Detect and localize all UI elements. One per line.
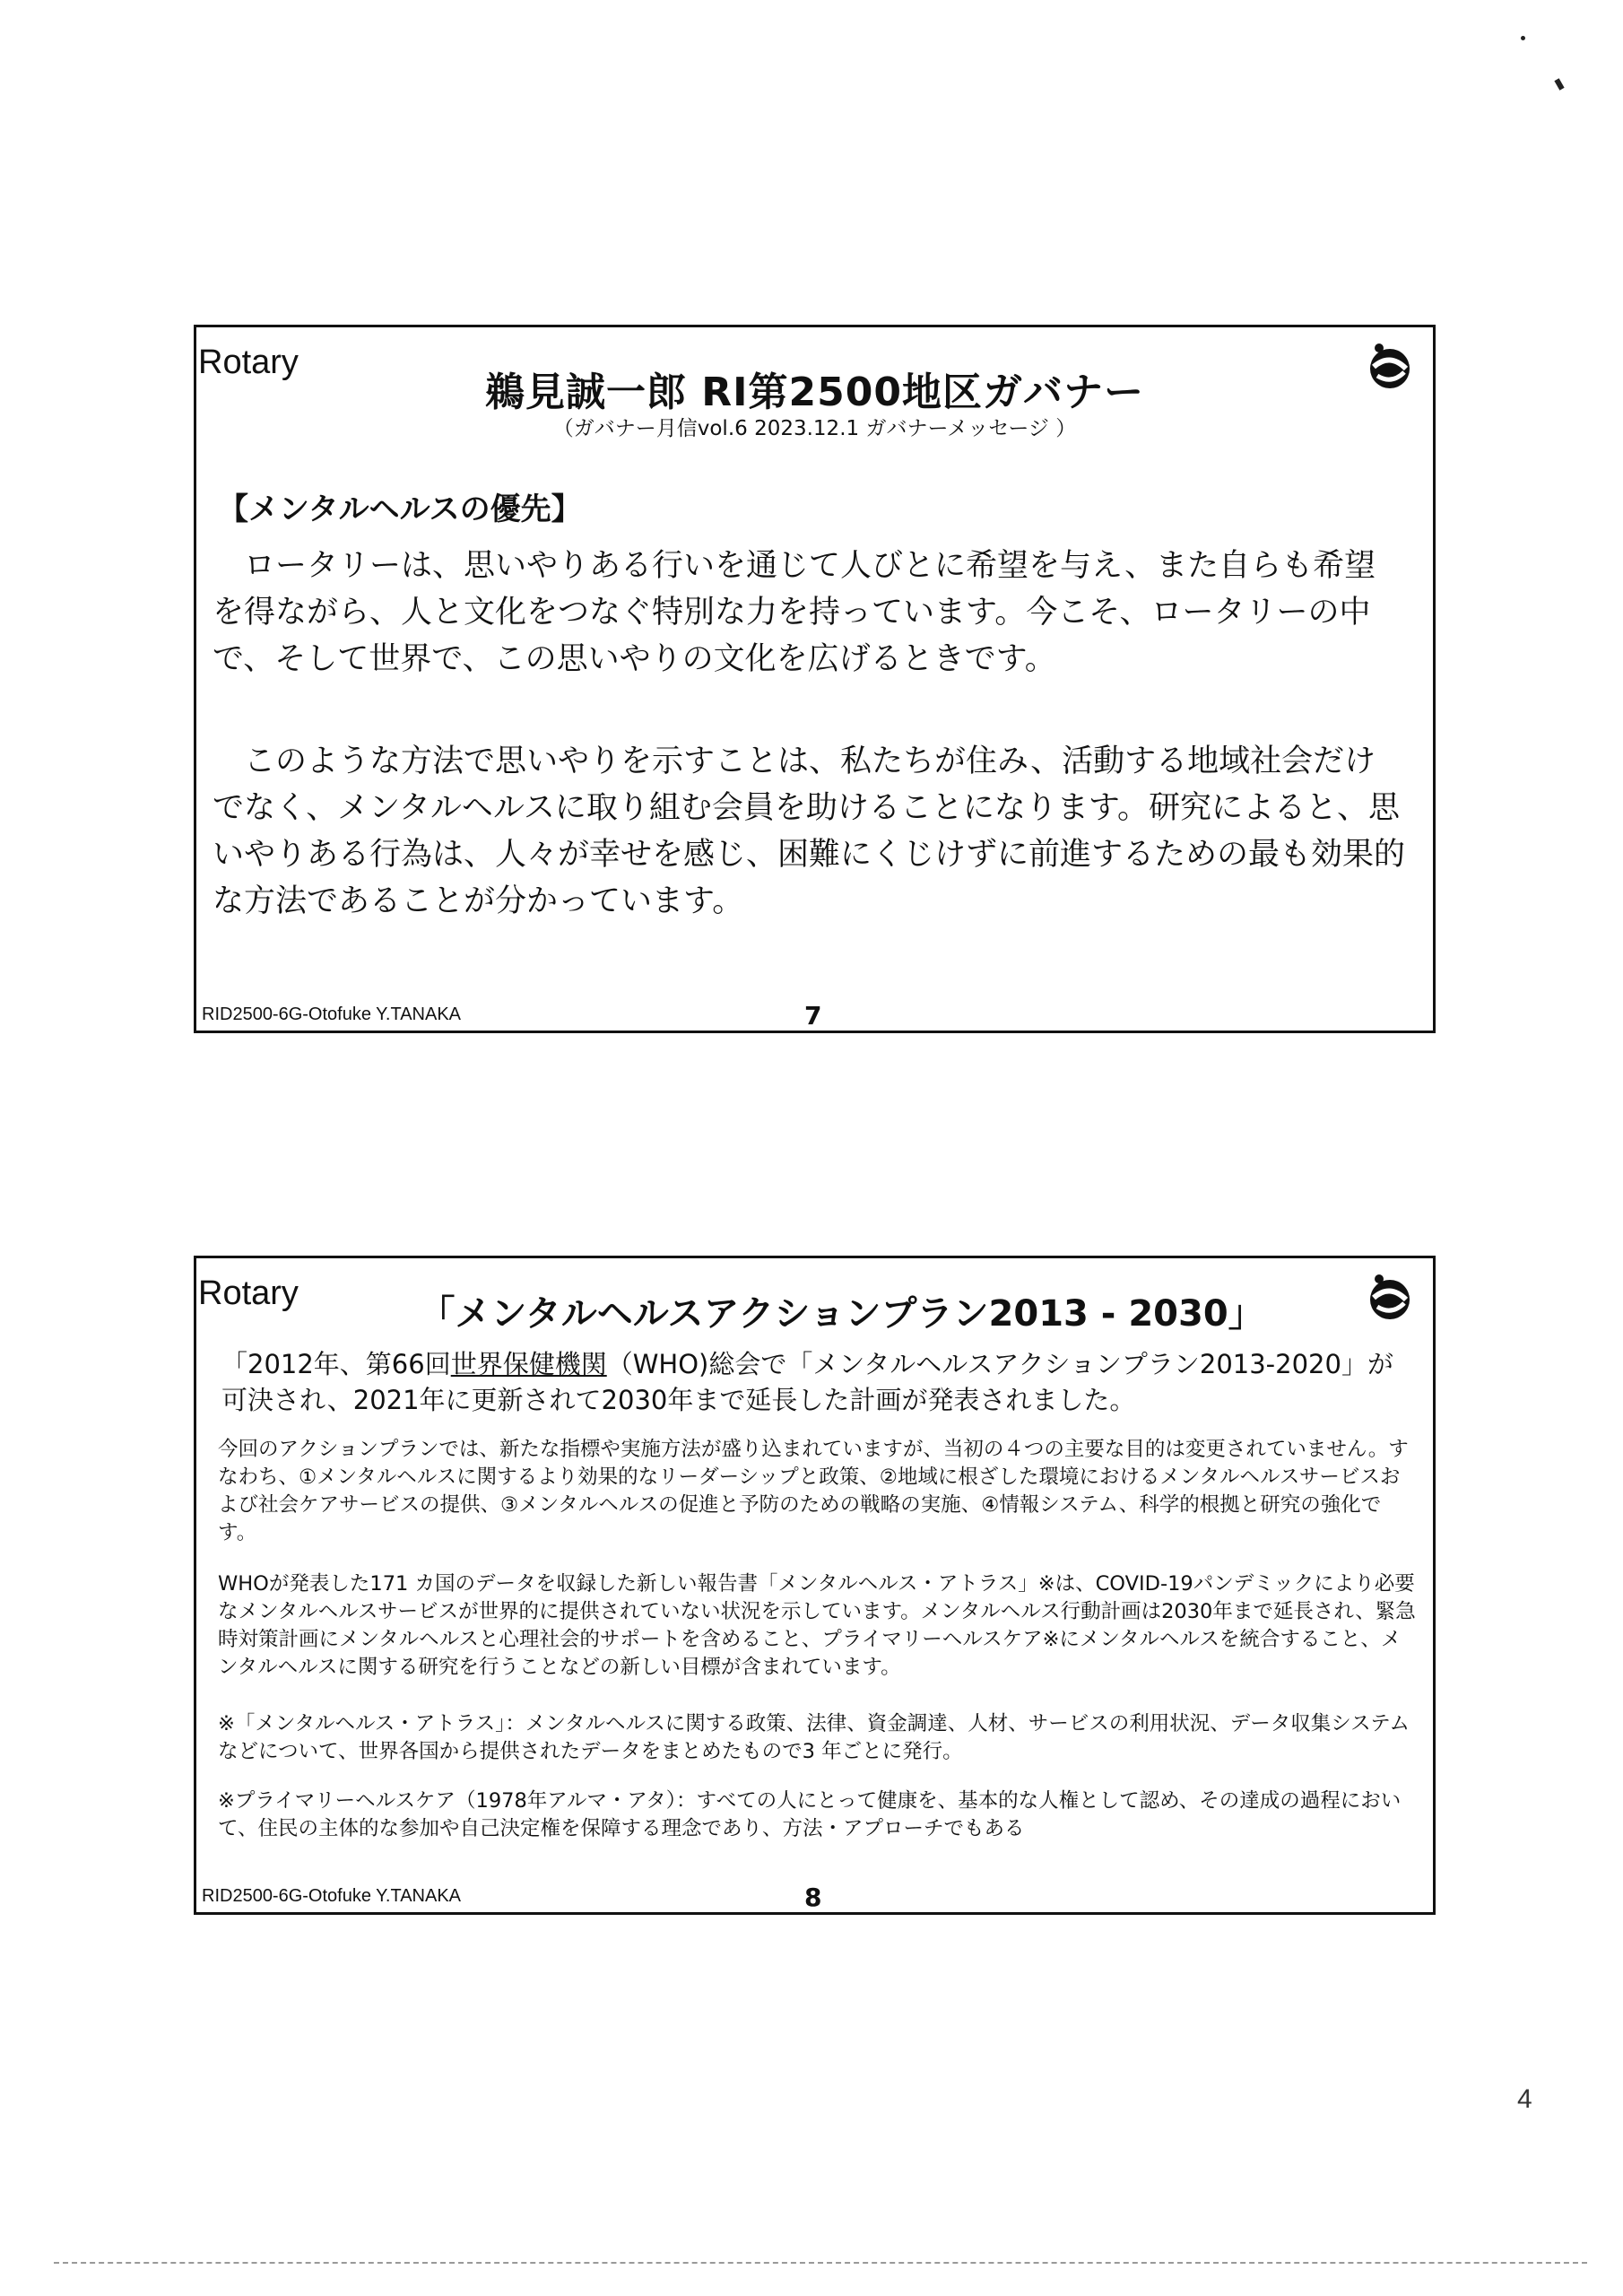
lead-paragraph [221,1346,1414,1418]
rotary-logo [1352,340,1428,404]
slide-footer: RID2500-6G-Otofuke Y.TANAKA [202,1004,462,1024]
slide-subtitle: （ガバナー月信vol.6 2023.12.1 ガバナーメッセージ ） [552,417,1077,440]
slide-number: 7 [804,1001,822,1031]
slide-7 [194,325,1436,1033]
body-block-1: 今回のアクションプランでは、新たな指標や実施方法が盛り込まれていますが、当初の４つの主要な目的は変更されていません。すなわち、①メンタルヘルスに関するより効果的なリーダーシップと政策、②地域に根ざした環境におけるメンタルヘルスサービスおよび社会ケアサービスの提供、③メンタルヘルスの促進と予防のための戦略の実施、④情報システム、科学的根拠と研究の強化です。 [218,1438,1409,1544]
body-block-2: WHOが発表した171 カ国のデータを収録した新しい報告書「メンタルヘルス・アトラス」※は、COVID-19パンデミックにより必要なメンタルヘルスサービスが世界的に提供されていない状況を示しています。メンタルヘルス行動計画は2030年まで延長され、緊急時対策計画にメンタルヘルスと心理社会的サポートを含めること、プライマリーヘルスケア※にメンタルヘルスを統合すること、メンタルヘルスに関する研究を行うことなどの新しい目標が含まれています。 [218,1572,1416,1679]
lead-text-2: （WHO)総会で「メンタルヘルスアクションプラン2013-2020」が可決され、2021年に更新されて2030年まで延長した計画が発表されました。 [221,1349,1393,1415]
rotary-brand: Rotary [198,344,299,381]
rotary-wheel-icon [1361,1271,1419,1323]
rotary-wheel-icon [1361,340,1419,392]
slide-number: 8 [804,1883,822,1912]
slide-title: 鵜見誠一郎 RI第2500地区ガバナー [484,370,1145,415]
paragraph-2 [213,738,1405,925]
footnote-primary-health-care: ※プライマリーヘルスケア（1978年アルマ・アタ）：すべての人にとって健康を、基本的な人権として認め、その達成の過程において、住民の主体的な参加や自己決定権を保障する理念であり、方法・アプローチでもある [218,1789,1402,1840]
paragraph-1 [213,543,1405,683]
slide-8 [194,1256,1436,1915]
footnote-atlas: ※「メンタルヘルス・アトラス」：メンタルヘルスに関する政策、法律、資金調達、人材、サービスの利用状況、データ収集システムなどについて、世界各国から提供されたデータをまとめたもので3 年ごとに発行。 [218,1712,1410,1763]
section-heading: 【メンタルヘルスの優先】 [218,491,582,527]
paragraph-2-text: このような方法で思いやりを示すことは、私たちが住み、活動する地域社会だけでなく、メンタルヘルスに取り組む会員を助けることになります。研究によると、思いやりある行為は、人々が幸せを感じ、困難にくじけずに前進するための最も効果的な方法であることが分かっています。 [213,744,1406,919]
who-link[interactable]: 世界保健機関 [450,1349,607,1379]
rotary-logo [1352,1271,1428,1335]
lead-text-1: 「2012年、第66回 [221,1349,451,1379]
slide-title: 「メンタルヘルスアクションプラン2013 - 2030」 [419,1293,1264,1335]
paragraph-1-text: ロータリーは、思いやりある行いを通じて人びとに希望を与え、また自らも希望を得ながら、人と文化をつなぐ特別な力を持っています。今こそ、ロータリーの中で、そして世界で、この思いやりの文化を広げるときです。 [213,548,1376,677]
scan-speck [1521,36,1525,40]
scan-speck [1554,78,1564,90]
slide-footer: RID2500-6G-Otofuke Y.TANAKA [202,1886,462,1906]
bottom-divider [54,2262,1587,2264]
page-number: 4 [1517,2084,1532,2114]
rotary-brand: Rotary [198,1274,299,1312]
